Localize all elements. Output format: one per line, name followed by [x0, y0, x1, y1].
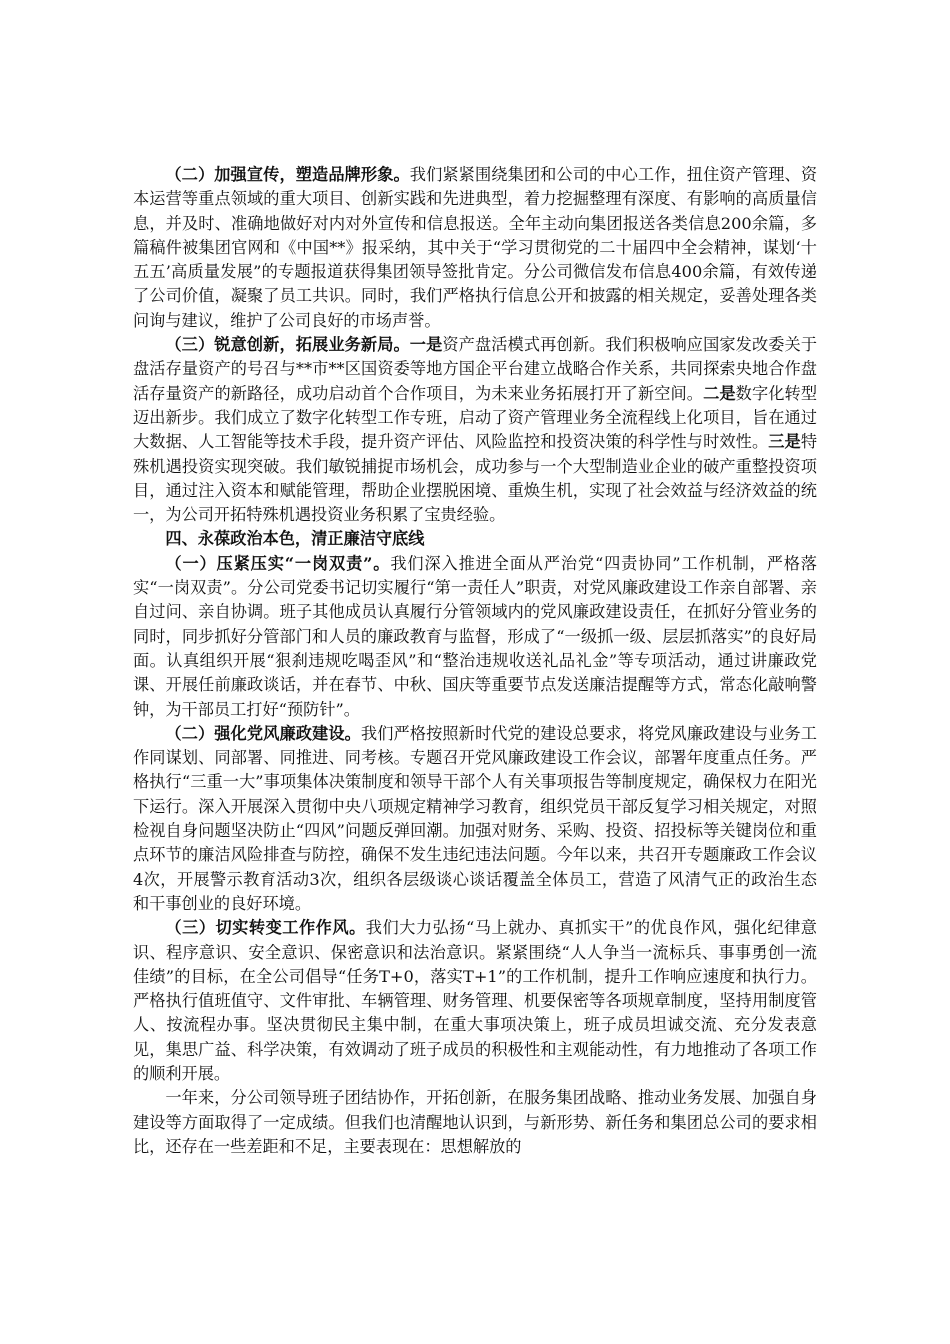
paragraph-body: 资产盘活模式再创新。我们积极响应国家发改委关于盘活存量资产的号召与**市**区国资委等地方国企平台建立战略合作关系，共同探索央地合作盘活存量资产的新路径，成功启动首个合作项目，为未来业务拓展打开了新空间。: [133, 335, 818, 403]
section-lead-integrity: （二）强化党风廉政建设。: [165, 723, 361, 743]
section-lead-publicity: （二）加强宣传，塑造品牌形象。: [165, 165, 410, 184]
paragraph-body: 我们严格按照新时代党的建设总要求，将党风廉政建设与业务工作同谋划、同部署、同推进、同考核。专题召开党风廉政建设工作会议，部署年度重点任务。严格执行“三重一大”事项集体决策制度和领导干部个人有关事项报告等制度规定，确保权力在阳光下运行。深入开展深入贯彻中央八项规定精神学习教育，组织党员干部反复学习相关规定，对照检视自身问题坚决防止“四风”问题反弹回潮。加强对财务、采购、投资、招投标等关键岗位和重点环节的廉洁风险排查与防控，确保不发生违纪违法问题。今年以来，共召开专题廉政工作会议4次，开展警示教育活动3次，组织各层级谈心谈话覆盖全体员工，营造了风清气正的政治生态和干事创业的良好环境。: [133, 723, 817, 913]
keyword-second: 二是: [703, 383, 736, 403]
paragraph-summary: [133, 1086, 817, 1159]
paragraph-work-style: [133, 916, 817, 1086]
section-lead-work-style: （三）切实转变工作作风。: [165, 918, 366, 938]
section-lead-innovation: （三）锐意创新，拓展业务新局。: [165, 335, 410, 355]
paragraph-integrity: [133, 722, 817, 916]
paragraph-responsibility: [133, 552, 817, 722]
paragraph-publicity: [133, 163, 817, 333]
paragraph-body: 我们大力弘扬“马上就办、真抓实干”的优良作风，强化纪律意识、程序意识、安全意识、保密意识和法治意识。紧紧围绕“人人争当一流标兵、事事勇创一流佳绩”的目标，在全公司倡导“任务T+0，落实T+1”的工作机制，提升工作响应速度和执行力。严格执行值班值守、文件审批、车辆管理、财务管理、机要保密等各项规章制度，坚持用制度管人、按流程办事。坚决贯彻民主集中制，在重大事项决策上，班子成员坦诚交流、充分发表意见，集思广益、科学决策，有效调动了班子成员的积极性和主观能动性，有力地推动了各项工作的顺利开展。: [133, 918, 817, 1083]
section-lead-responsibility: （一）压紧压实“一岗双责”。: [165, 553, 391, 573]
paragraph-body: 我们深入推进全面从严治党“四责协同”工作机制，严格落实“一岗双责”。分公司党委书记切实履行“第一责任人”职责，对党风廉政建设工作亲自部署、亲自过问、亲自协调。班子其他成员认真履行分管领域内的党风廉政建设责任，在抓好分管业务的同时，同步抓好分管部门和人员的廉政教育与监督，形成了“一级抓一级、层层抓落实”的良好局面。认真组织开展“狠刹违规吃喝歪风”和“整治违规收送礼品礼金”等专项活动，通过讲廉政党课、开展任前廉政谈话，并在春节、中秋、国庆等重要节点发送廉洁提醒等方式，常态化敲响警钟，为干部员工打好“预防针”。: [133, 553, 817, 719]
document-page: [133, 163, 817, 1159]
paragraph-body: 数字化转型迈出新步。我们成立了数字化转型工作专班，启动了资产管理业务全流程线上化项目，旨在通过大数据、人工智能等技术手段，提升资产评估、风险监控和投资决策的科学性与时效性。: [133, 383, 818, 452]
paragraph-body: 一年来，分公司领导班子团结协作，开拓创新，在服务集团战略、推动业务发展、加强自身建设等方面取得了一定成绩。但我们也清醒地认识到，与新形势、新任务和集团总公司的要求相比，还存在一些差距和不足，主要表现在：思想解放的: [133, 1088, 817, 1156]
paragraph-body: 我们紧紧围绕集团和公司的中心工作，扭住资产管理、资本运营等重点领域的重大项目、创新实践和先进典型，着力挖掘整理有深度、有影响的高质量信息，并及时、准确地做好对内对外宣传和信息报送。全年主动向集团报送各类信息200余篇，多篇稿件被集团官网和《中国**》报采纳，其中关于“学习贯彻党的二十届四中全会精神，谋划‘十五五’高质量发展”的专题报道获得集团领导签批肯定。分公司微信发布信息400余篇，有效传递了公司价值，凝聚了员工共识。同时，我们严格执行信息公开和披露的相关规定，妥善处理各类问询与建议，维护了公司良好的市场声誉。: [133, 165, 818, 330]
paragraph-innovation: [133, 333, 817, 527]
keyword-first: 一是: [409, 335, 443, 355]
paragraph-body: 特殊机遇投资实现突破。我们敏锐捕捉市场机会，成功参与一个大型制造业企业的破产重整投资项目，通过注入资本和赋能管理，帮助企业摆脱困境、重焕生机，实现了社会效益与经济效益的统一，为公司开拓特殊机遇投资业务积累了宝贵经验。: [133, 432, 817, 525]
section-heading-4: 四、永葆政治本色，清正廉洁守底线: [165, 529, 425, 549]
keyword-third: 三是: [768, 432, 801, 452]
